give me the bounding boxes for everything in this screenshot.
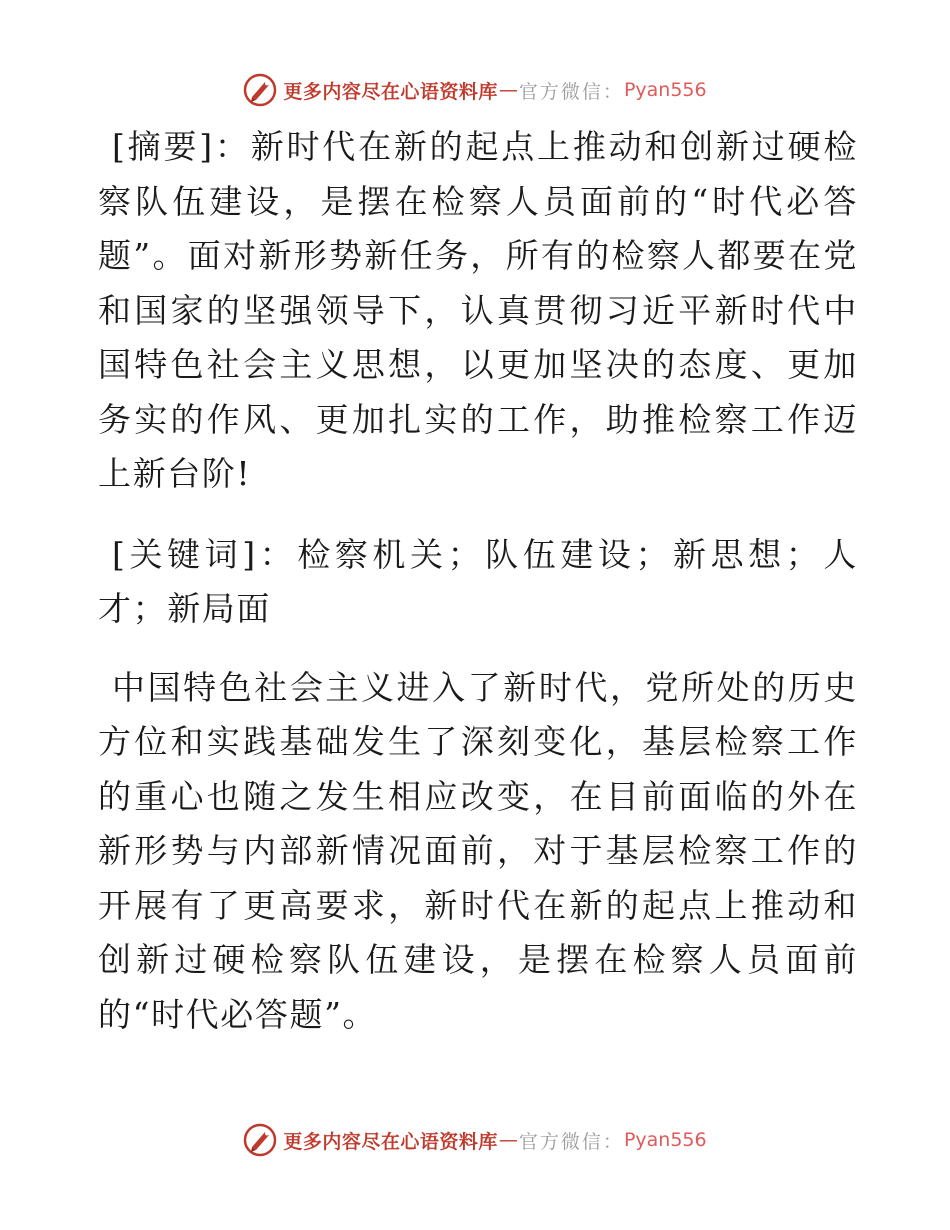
header-watermark [0, 70, 950, 110]
keywords-paragraph: [关键词]：检察机关；队伍建设；新思想；人才；新局面 [98, 534, 858, 628]
footer-watermark [0, 1120, 950, 1160]
abstract-paragraph: [摘要]：新时代在新的起点上推动和创新过硬检察队伍建设，是摆在检察人员面前的“时代必答题”。面对新形势新任务，所有的检察人都要在党和国家的坚强领导下，认真贯彻习近平新时代中国特色社会主义思想，以更加坚决的态度、更加务实的作风、更加扎实的工作，助推检察工作迈上新台阶! [98, 127, 858, 493]
watermark-label: 官方微信： [518, 1130, 624, 1153]
pen-logo-icon [243, 1123, 277, 1157]
watermark-dash: — [498, 1129, 518, 1151]
watermark-site-text: 更多内容尽在心语资料库 [283, 80, 498, 103]
pen-logo-icon [243, 73, 277, 107]
watermark-site-text: 更多内容尽在心语资料库 [283, 1130, 498, 1153]
watermark-dash: — [498, 79, 518, 101]
watermark-wechat-id: Pyan556 [623, 1129, 707, 1151]
watermark-label: 官方微信： [518, 80, 624, 103]
document-body [98, 120, 858, 1042]
watermark-wechat-id: Pyan556 [623, 79, 707, 101]
body-paragraph: 中国特色社会主义进入了新时代，党所处的历史方位和实践基础发生了深刻变化，基层检察工作的重心也随之发生相应改变，在目前面临的外在新形势与内部新情况面前，对于基层检察工作的开展有了更高要求，新时代在新的起点上推动和创新过硬检察队伍建设，是摆在检察人员面前的“时代必答题”。 [98, 667, 858, 1034]
